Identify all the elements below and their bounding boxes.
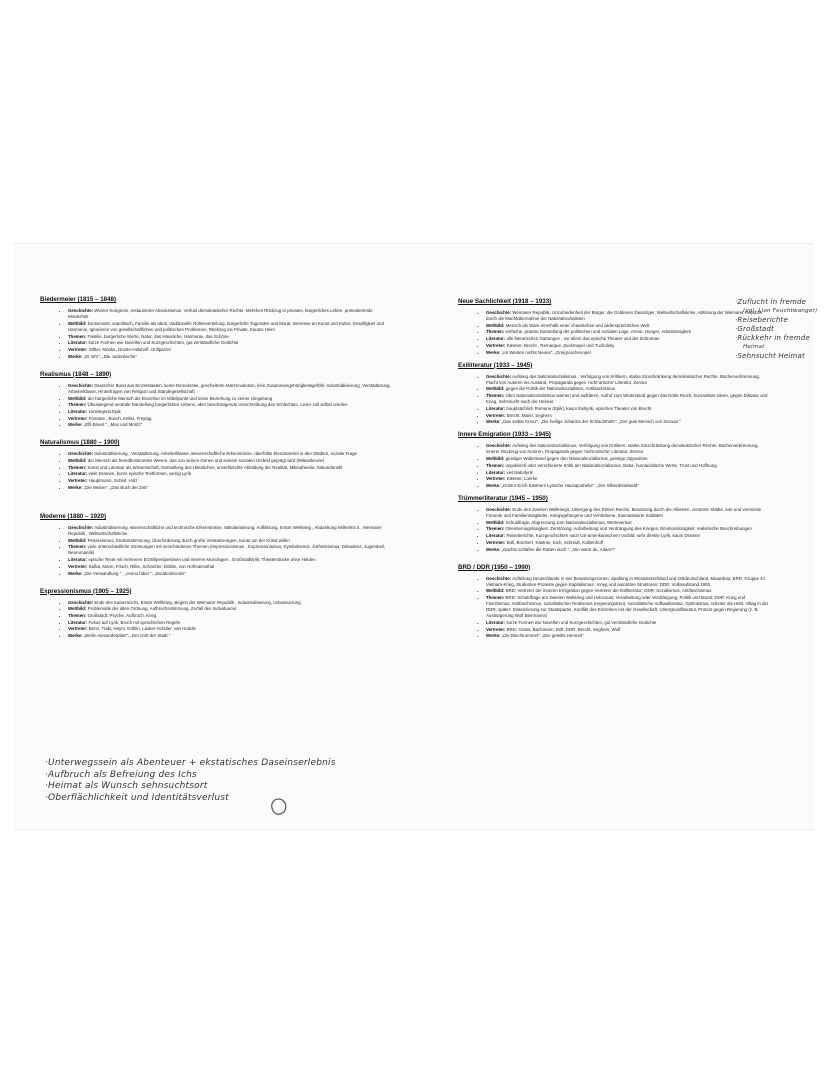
item-text: Kafka, Mann, Frisch, Rilke, Schnitzler, Döblin, von Hofmannsthal: [87, 563, 215, 569]
list-item: [486, 633, 770, 639]
item-text: Weimarer Republik, Unzufriedenheit der Bürger, die Goldenen Zwanziger, Weltwirtschaftskrise, Ablösung der Weimarer Republik durch die Machtübernahme der Nationalsozialisten: [486, 310, 763, 322]
epoch-list: [58, 600, 392, 640]
list-item: [68, 416, 392, 422]
item-text: Orientierungslosigkeit, Zerstörung, Aufarbeitung und Verdrängung des Krieges, Emotionslosigkeit, realistische Beschreibungen: [504, 526, 752, 532]
epoch-section: [458, 431, 770, 489]
epoch-title: Expressionismus (1905 – 1925): [40, 587, 132, 595]
item-label: Vertreter:: [486, 342, 506, 348]
list-item: [486, 470, 770, 476]
epoch-section: [40, 439, 392, 491]
epoch-list: [58, 308, 392, 360]
item-label: Geschichte:: [68, 451, 94, 457]
item-text: Fontane , Busch, Keller, Freytag: [87, 415, 152, 421]
epoch-list: [476, 443, 770, 489]
item-text: „Die Weber", „Das Buch der Zeit": [82, 484, 149, 490]
list-item: [68, 633, 392, 639]
epoch-section: [458, 362, 770, 426]
epoch-section: [458, 298, 770, 356]
list-item: [486, 323, 770, 329]
epoch-title: Exilliteratur (1933 – 1945): [458, 361, 533, 369]
handwritten-note: ·Sehnsucht Heimat: [735, 352, 805, 360]
item-text: gegen die Politik der Nationalsozialisten, Antifaschismus: [504, 386, 616, 392]
item-text: „Im Westen nichts Neues", „Dreigroschenoper: [500, 349, 592, 355]
item-label: Werke:: [486, 482, 501, 488]
list-item: [486, 588, 770, 594]
item-label: Themen:: [68, 464, 87, 470]
item-text: alle literarischen Gattungen , vor allem das epische Theater und der Zeitroman: [505, 336, 660, 342]
handwritten-note: ·Oberflächlichkeit und Identitätsverlust: [45, 792, 229, 803]
item-text: „Er ist's", „Die Judenbuche": [82, 353, 138, 359]
handwritten-note: ·Unterwegssein als Abenteuer + ekstatisches Daseinserlebnis: [45, 758, 336, 768]
item-text: „Nachts schlafen die Ratten doch ", „Wo warst du, Adam?": [500, 546, 616, 552]
list-item: [486, 393, 770, 405]
item-text: „Die Blechtrommel", „Der geteilte Himmel": [500, 633, 584, 639]
item-label: Themen:: [486, 526, 505, 532]
list-item: [68, 383, 392, 395]
item-text: „Berlin Alexanderplatz", „Der Gott der Stadt ": [82, 633, 171, 639]
list-item: [68, 409, 392, 415]
item-label: Themen:: [68, 333, 87, 339]
left-column: [40, 296, 392, 645]
list-item: [68, 422, 392, 428]
list-item: [68, 544, 392, 556]
item-text: Über Nationalsozialismus warnen und aufklären, Aufruf zum Widerstand gegen das Dritte Reich, humanitäre Ideen, gegen Diktatur und Krieg, Sehnsucht nach der Heimat: [486, 393, 768, 405]
list-item: [486, 533, 770, 539]
handwritten-note: ·Großstadt: [735, 325, 775, 333]
item-text: der Mensch als fremdbestimmtes Wesen, das von seinen Genen und seinem sozialen Umfeld geprägt wird (Milieutheorie): [86, 458, 325, 464]
item-label: Werke:: [68, 633, 83, 639]
item-text: hauptsächlich Romane (Epik), kaum Exillyrik, episches Theater von Brecht: [505, 405, 652, 411]
list-item: [486, 547, 770, 553]
item-label: Literatur:: [486, 620, 506, 626]
item-label: Literatur:: [486, 469, 506, 475]
item-text: kurze Formen wie Novellen und Kurzgeschichten, gut verständliche Gedichte: [505, 620, 657, 626]
list-item: [486, 520, 770, 526]
list-item: [68, 600, 392, 606]
epoch-section: [40, 588, 392, 640]
item-text: Fokus auf Lyrik, Bruch mit sprachlichen Regeln: [87, 619, 181, 625]
item-label: Themen:: [68, 612, 87, 618]
epoch-list: [476, 374, 770, 426]
item-label: Weltbild:: [486, 386, 505, 392]
item-label: Vertreter:: [486, 539, 506, 545]
item-text: Aufstieg des Nationalsozialismus , Verfolgung von Kritikern, starke Einschränkung demokratischer Rechte, Bücherverbrennung, Flucht von Autoren ins Ausland, Propaganda gegen 'nicht-arische' Literatur, Zensur: [486, 373, 760, 385]
item-label: Geschichte:: [68, 524, 94, 530]
item-label: Werke:: [486, 633, 501, 639]
epoch-list: [58, 383, 392, 429]
list-item: [68, 613, 392, 619]
item-label: Geschichte:: [486, 310, 512, 315]
item-text: Ende des Kaiserreichs, Erster Weltkrieg, Beginn der Weimarer Republik , Industrialisierung, Urbanisierung: [93, 599, 301, 605]
item-text: „Das siebte Kreuz", „Die heilige Johanna der Schlachthöfe", „Der gute Mensch von Sezuan ": [500, 419, 681, 425]
list-item: [486, 627, 770, 633]
handwritten-note: ·Heimat als Wunsch sehnsuchtsort: [45, 781, 208, 791]
list-item: [486, 526, 770, 532]
item-label: Weltbild:: [68, 458, 87, 464]
epoch-section: [40, 371, 392, 429]
list-item: [486, 406, 770, 412]
list-item: [68, 606, 392, 612]
epoch-title: Trümmerliteratur (1945 – 1950): [458, 494, 548, 502]
item-text: Hauptmann, Schlaf, Holz: [87, 478, 138, 484]
item-label: Literatur:: [68, 619, 88, 625]
item-label: Weltbild:: [68, 395, 87, 401]
item-text: Kästner, Brecht , Remarque, Zuckmayer und Tucholsky: [505, 342, 615, 348]
item-text: Industrialisierung , Verstädterung, Arbeiterklasse, wissenschaftliche Erkenntnisse, überfüllte Elendsviertel in den Städten, soziale Frage: [93, 451, 357, 457]
epoch-section: [40, 296, 392, 360]
item-text: Reiseberichte, Kurzgeschichten nach US-amerikanischem Vorbild, sehr direkte Lyrik, kaum Dramen: [505, 533, 701, 539]
item-text: Aufstieg des Nationalsozialismus, Verfolgung von Kritikern, starke Einschränkung demokratischer Rechte, Bücherverbrennung, innerer Rückzug von Autoren, Propaganda gegen 'nicht-arische' Literatur, Zensur: [486, 443, 759, 455]
item-label: Weltbild:: [486, 519, 505, 525]
item-label: Weltbild:: [486, 588, 505, 594]
item-label: Vertreter:: [68, 626, 88, 632]
item-label: Literatur:: [68, 471, 88, 477]
handwritten-note: (vgl. Lion Feuchtwanger): [743, 308, 818, 314]
epoch-title: Realismus (1848 – 1890): [40, 370, 112, 378]
item-text: Kästner, Loerke: [505, 476, 538, 482]
item-label: Themen:: [486, 595, 505, 601]
epoch-list: [476, 310, 770, 356]
item-label: Geschichte:: [68, 382, 94, 388]
list-item: [486, 476, 770, 482]
list-item: [486, 456, 770, 462]
item-text: viel Naturlyrik: [505, 469, 533, 475]
list-item: [486, 413, 770, 419]
item-label: Themen:: [486, 393, 505, 399]
item-label: Literatur:: [486, 405, 506, 411]
list-item: [68, 451, 392, 457]
item-text: der bürgerliche Mensch als Einzelner im Mittelpunkt und seine Beziehung zu seiner Umgebung: [86, 395, 273, 401]
item-text: viele unterschiedliche Strömungen mit verschiedenen Themen (Impressionismus , Expressionismus, Symbolismus, Ästhetizismus, Dekadenz, Jugendstil, Neuromantik): [68, 544, 385, 556]
item-text: BRD: Schuldfrage am Zweiten Weltkrieg und Holocaust, Verarbeitung oder Verdrängung, Politik und Moral; DDR: Krieg und Faschismus, Antifaschismus, sozialistischer Realismus (regierungstreu), sozialistische Aufbauliteratur, Optimismus, Arbeiter als Held, Alltag in der DDR; später: Distanzierung zur Staatspartei, Konflikt des Einzelnen mit der Gesellschaft, Untergrundliteratur, Protest gegen Regierung (z. B. Ausbürgerung Wolf Biermanns): [486, 595, 769, 619]
item-label: Themen:: [486, 462, 505, 468]
item-text: viele Dramen, kurze epische Textformen, wenig Lyrik: [87, 471, 191, 477]
item-text: Stifter, Mörike, Droste-Hülshoff, Grillparzer: [87, 346, 172, 352]
list-item: [486, 576, 770, 588]
item-label: Werke:: [486, 546, 501, 552]
item-label: Literatur:: [486, 533, 506, 539]
epoch-section: [458, 564, 770, 640]
item-label: Werke:: [486, 419, 501, 425]
item-label: Vertreter:: [68, 478, 88, 484]
item-label: Literatur:: [68, 408, 88, 414]
item-text: Böll, Borchert, Kästner, Eich, Schmidt, Kolbenhoff: [505, 539, 604, 545]
epoch-title: BRD / DDR (1950 – 1990): [458, 563, 531, 571]
item-label: Werke:: [68, 570, 83, 576]
item-label: Themen:: [68, 402, 87, 408]
list-item: [486, 483, 770, 489]
epoch-list: [476, 576, 770, 640]
list-item: [486, 310, 770, 322]
item-label: Vertreter:: [486, 626, 506, 632]
item-label: Literatur:: [68, 340, 88, 346]
list-item: [68, 465, 392, 471]
item-label: Werke:: [486, 349, 501, 355]
item-label: Geschichte:: [68, 599, 94, 605]
item-label: Vertreter:: [486, 476, 506, 482]
item-label: Werke:: [68, 484, 83, 490]
item-text: Benn, Trakl, Heym, Döblin, Lasker-Schüler, van Hoddis: [87, 626, 196, 632]
epoch-list: [58, 525, 392, 577]
item-text: „Die Verwandlung " , „Homo faber ", „Buddenbrooks": [82, 570, 186, 576]
item-text: BRD: Grass, Bachmann, Böll; DDR: Brecht, Seghers, Wolf: [505, 626, 621, 632]
item-text: Mensch als Ware innerhalb einer chaotischen und widersprüchlichen Welt: [504, 322, 650, 328]
item-text: geistiger Widerstand gegen den Nationalsozialismus, geistige Opposition: [504, 456, 648, 462]
item-label: Themen:: [68, 544, 87, 550]
list-item: [486, 595, 770, 619]
item-label: Vertreter:: [68, 563, 88, 569]
item-text: Kunst und Literatur als Wissenschaft, Darstellung des Hässlichen, unverfälschte Abbildung der Realität, Milieutheorie, Sekundenstil: [86, 464, 343, 470]
handwritten-note: ·Aufbruch als Befreiung des Ichs: [45, 769, 197, 780]
list-item: [486, 419, 770, 425]
list-item: [486, 540, 770, 546]
item-text: Schuldfrage, Abgrenzung zum Nationalsozialismus, Werteverlust: [504, 519, 632, 525]
item-text: Wiener Kongress, restaurierter Absolutismus, Verlust demokratischer Rechte, Mehrheit Rückzug in privates, bürgerliches Leben, protestierende Minderheit: [68, 308, 373, 320]
item-text: konservativ, unpolitisch, Familie als Ideal, traditionelle Rollenverteilung, bürgerliche Tugenden und Moral, Interesse an Kunst und Kultur, Geselligkeit und Harmonie, Ignorieren von gesellschaftlichen und politischen Problemen, Rückzug ins Private, trautes Heim: [68, 320, 384, 332]
item-text: Familie, bürgerliche Werte, Natur, das Häusliche, Harmonie, das Schöne: [86, 333, 229, 339]
list-item: [68, 538, 392, 544]
item-text: vorwiegend Epik: [87, 408, 121, 414]
item-text: Deutscher Bund aus Einzelstaaten, keine Demokratie, gescheiterte Märzrevolution, kein Zusammengehörigkeitsgefühl, Industrialisierung, Verstädterung, Arbeiterklasse, Hinterfragen von Religion und Ständegesellschaft: [68, 382, 391, 394]
epoch-section: [458, 495, 770, 553]
item-label: Werke:: [68, 422, 83, 428]
list-item: [68, 347, 392, 353]
item-text: Pessimismus, Endzeitstimmung, Überforderung durch große Veränderungen, Kunst um der Kunst willen: [86, 537, 290, 543]
list-item: [68, 571, 392, 577]
epoch-list: [58, 451, 392, 491]
list-item: [68, 334, 392, 340]
epoch-title: Innere Emigration (1933 – 1945): [458, 431, 551, 439]
item-text: Überwiegend neutrale Darstellung bürgerlichen Lebens, aber beschönigende Umschreibung des Schlechten, Leser soll selbst urteilen: [86, 402, 348, 408]
list-item: [68, 626, 392, 632]
list-item: [486, 343, 770, 349]
epoch-list: [476, 507, 770, 553]
item-label: Weltbild:: [486, 322, 505, 328]
list-item: [68, 525, 392, 537]
section-gap: [40, 497, 392, 513]
list-item: [68, 354, 392, 360]
item-label: Vertreter:: [486, 412, 506, 418]
item-label: Themen:: [486, 329, 505, 335]
list-item: [68, 340, 392, 346]
handwritten-note: ·Reiseberichte: [735, 316, 789, 324]
list-item: [68, 308, 392, 320]
item-text: kurze Formen wie Novellen und Kurzgeschichten, gut verständliche Gedichte: [87, 340, 239, 346]
item-text: unpolitisch oder verschleierte Kritik am Nationalsozialismus, Natur, humanistische Werte, Trost und Hoffnung: [504, 462, 717, 468]
list-item: [486, 620, 770, 626]
item-text: einfache, präzise Darstellung der politischen und sozialen Lage, Armut, Hunger, Arbeitslosigkeit: [504, 329, 691, 335]
list-item: [68, 402, 392, 408]
item-label: Weltbild:: [68, 606, 87, 612]
item-text: Problematik der alten Ordnung, Aufbruchsstimmung, Zerfall des Individuums: [86, 606, 237, 612]
item-text: „Effi Briest ", „Max und Moritz": [82, 422, 143, 428]
list-item: [68, 478, 392, 484]
item-text: Aufteilung Deutschlands in vier Besatzungszonen, Spaltung in Westdeutschland und Ostdeutschland, Mauerbau; BRD: Gruppe 47, Vietnam-Krieg, Studenten-Proteste gegen Kapitalismus , Krieg und autoritäre Strukturen; DDR: Volksaufstand 1953: [486, 575, 767, 587]
item-label: Geschichte:: [486, 373, 512, 379]
item-text: Ende des Zweiten Weltkriegs, Untergang des Dritten Reichs, Besatzung durch die Alliierten, zerstörte Städte, tote und vermisste Freunde und Familienmitglieder, Kriegsgefangene und Vertriebene, traumatisierte Soldaten: [486, 506, 762, 519]
item-label: Vertreter:: [68, 346, 88, 352]
list-item: [486, 329, 770, 335]
list-item: [68, 557, 392, 563]
list-item: [486, 336, 770, 342]
epoch-title: Moderne (1880 – 1920): [40, 512, 107, 520]
item-text: Großstadt, Psyche, Aufbruch, Krieg: [86, 612, 157, 618]
item-text: BRD: Vertreter der inneren Emigration gegen Vertreter der Exilliteratur; DDR: Sozialismus, Antifaschismus: [504, 588, 712, 594]
circle-scribble-icon: [268, 796, 290, 818]
item-label: Geschichte:: [486, 575, 512, 581]
handwritten-notes-right: [735, 298, 818, 361]
list-item: [486, 443, 770, 455]
list-item: [68, 620, 392, 626]
list-item: [68, 564, 392, 570]
epoch-title: Neue Sachlichkeit (1918 – 1933): [458, 298, 552, 305]
handwritten-notes-left: [45, 758, 345, 804]
item-label: Literatur:: [68, 557, 88, 563]
list-item: [68, 471, 392, 477]
list-item: [486, 386, 770, 392]
item-label: Weltbild:: [486, 456, 505, 462]
list-item: [68, 396, 392, 402]
list-item: [68, 485, 392, 491]
list-item: [68, 458, 392, 464]
list-item: [486, 350, 770, 356]
item-label: Geschichte:: [68, 308, 94, 313]
epoch-title: Naturalismus (1880 – 1900): [40, 439, 120, 447]
list-item: [486, 463, 770, 469]
item-text: epische Texte mit mehreren Erzählperspektiven und inneren Monologen , Großstadtlyrik, Theaterstücke ohne Helden: [87, 557, 316, 563]
item-label: Weltbild:: [68, 537, 87, 543]
list-item: [486, 374, 770, 386]
item-label: Werke:: [68, 353, 83, 359]
handwritten-note: ·Zuflucht in fremde: [735, 298, 807, 306]
handwritten-note: ·Rückkehr in fremde: [735, 334, 810, 342]
item-text: Brecht, Mann, Seghers: [505, 412, 552, 418]
item-text: „Doktor Erich Kästners Lyrische Hausapotheke", „Der Silberdistelwald": [500, 482, 639, 488]
epoch-title: Biedermeier (1815 – 1848): [40, 296, 117, 303]
item-text: Industrialisierung, wissenschaftliche und technische Erkenntnisse, Säkularisierung, Aufklärung, Erster Weltkrieg , Abdankung Wilhelms II., Weimarer Republik , Weltwirtschaftskrise: [68, 524, 382, 536]
item-label: Geschichte:: [486, 506, 512, 512]
handwritten-note: Heimat: [743, 344, 765, 350]
item-label: Weltbild:: [68, 320, 87, 326]
item-label: Literatur:: [486, 336, 506, 342]
item-label: Vertreter:: [68, 415, 88, 421]
right-column: [458, 298, 770, 646]
item-label: Geschichte:: [486, 443, 512, 449]
list-item: [68, 321, 392, 333]
epoch-section: [40, 513, 392, 577]
list-item: [486, 507, 770, 519]
